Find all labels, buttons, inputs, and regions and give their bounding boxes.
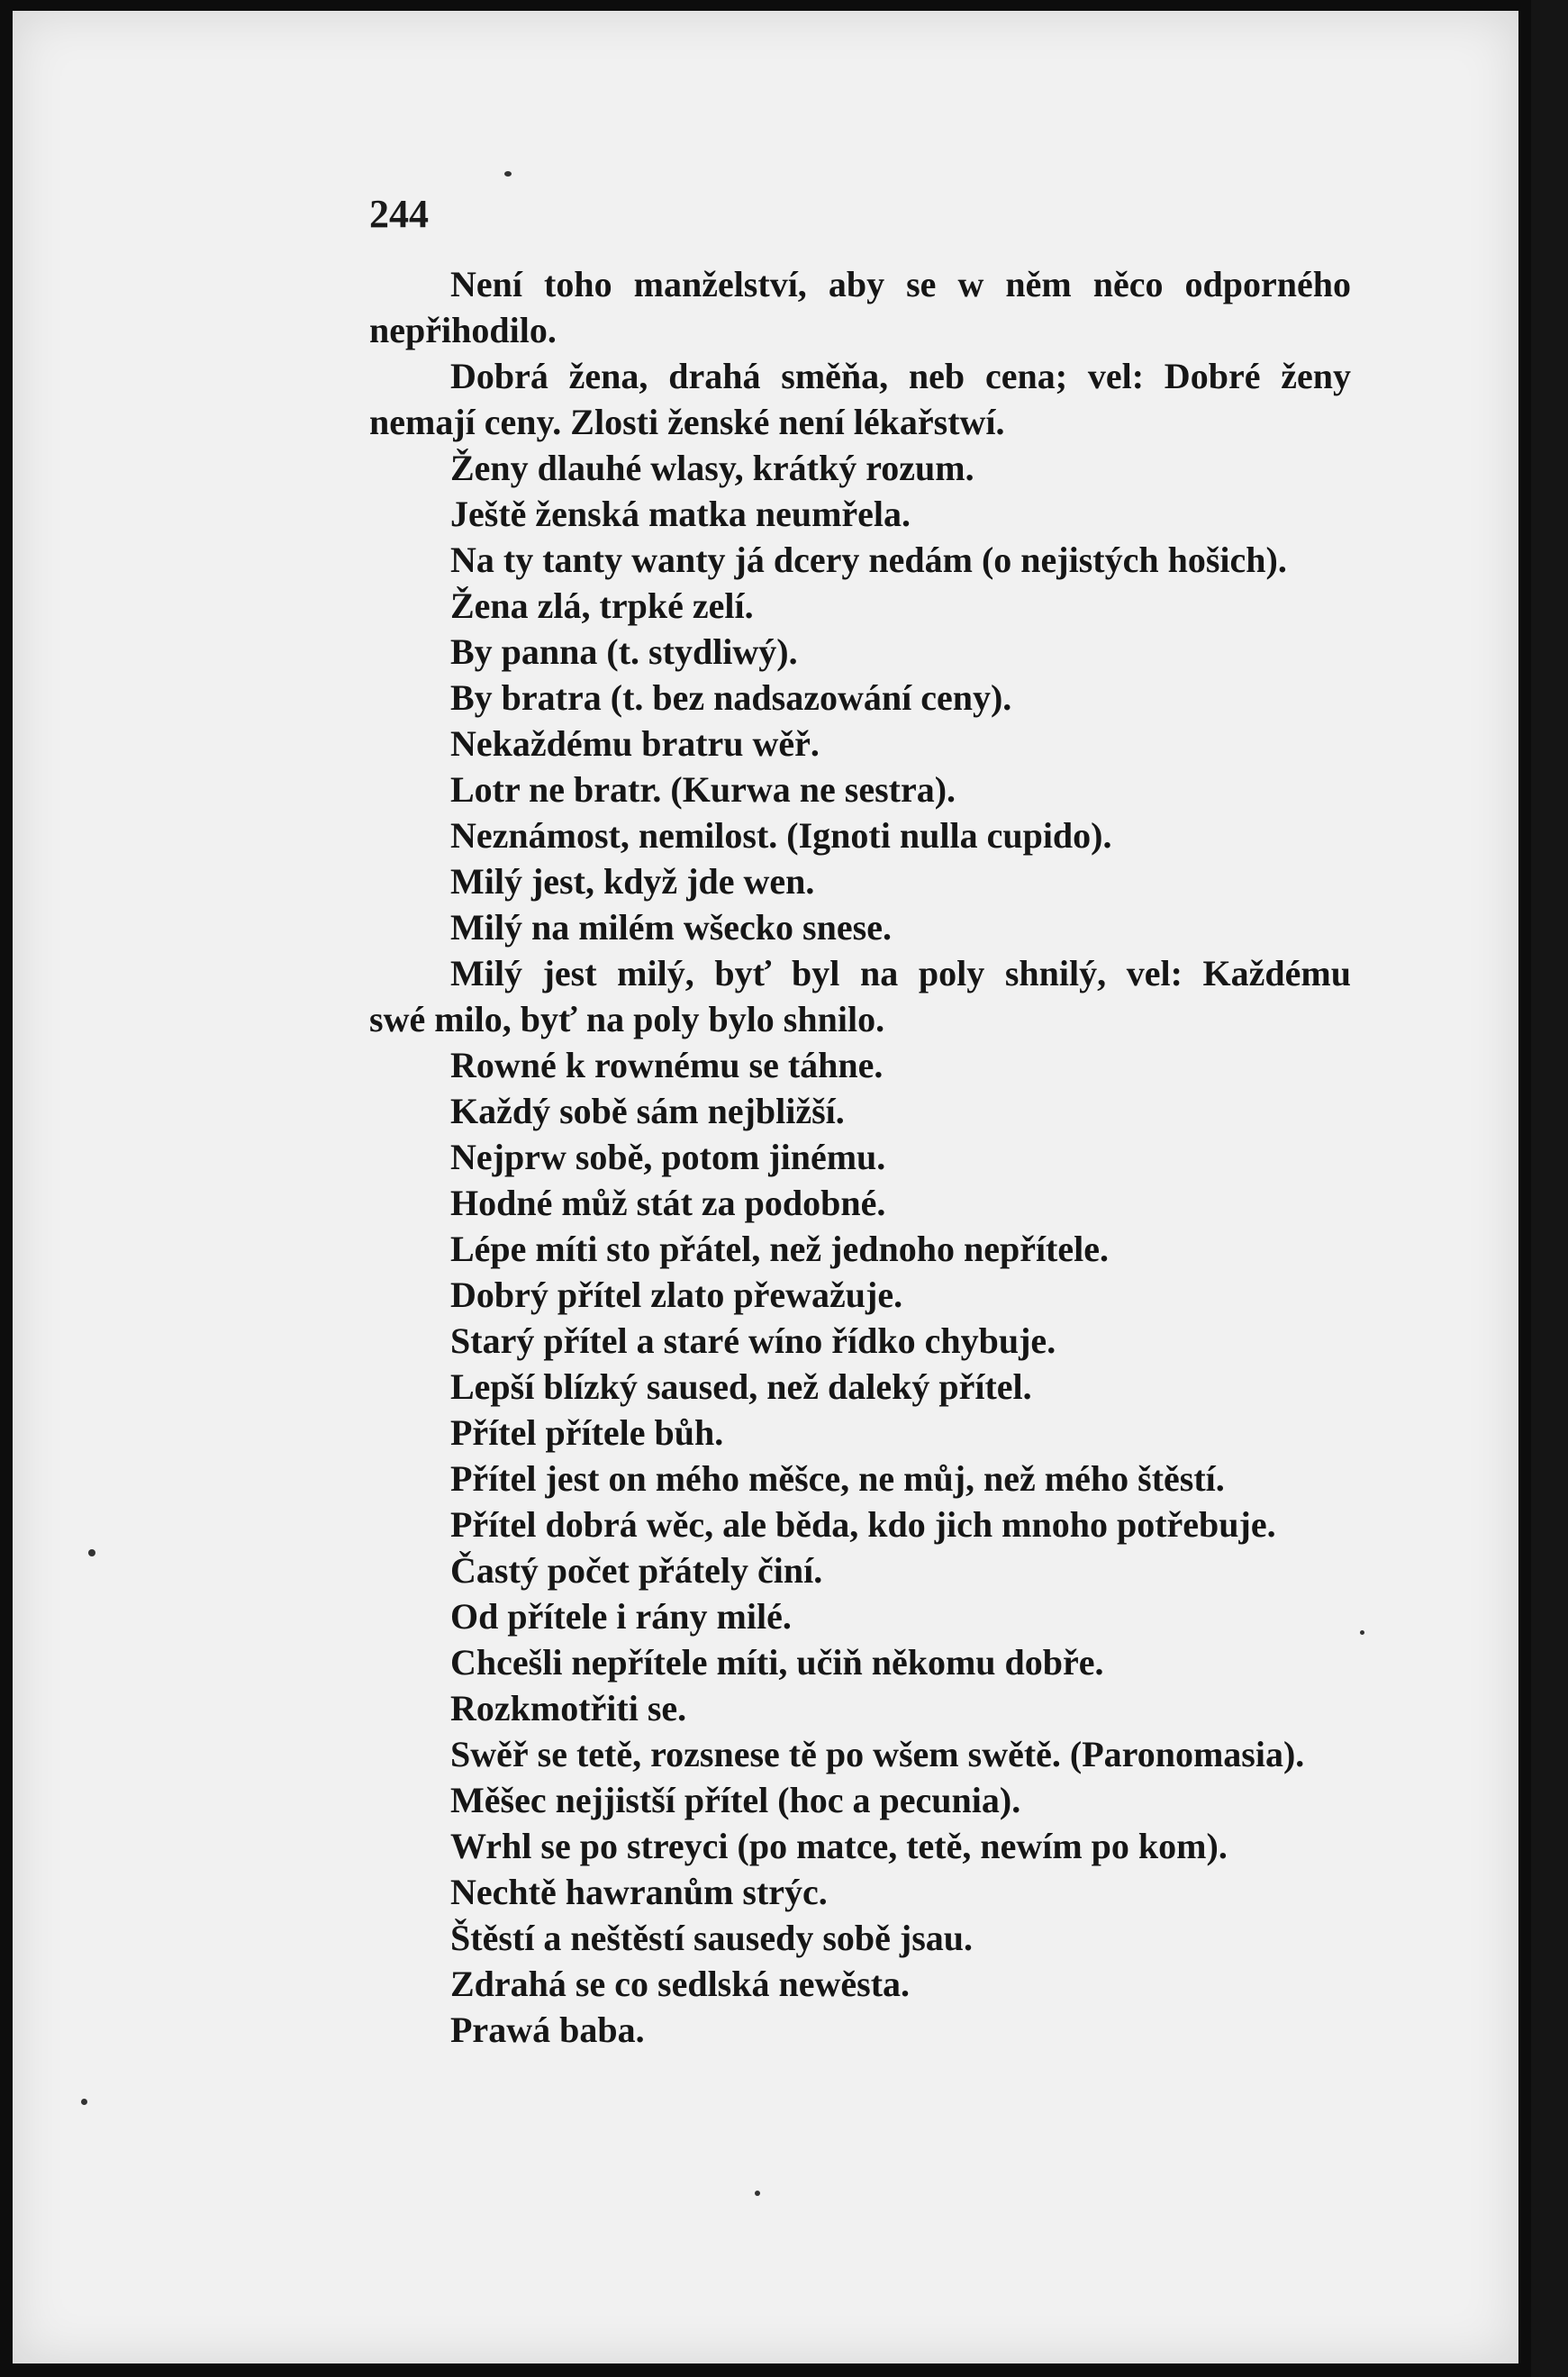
page-number: 244 [369,192,429,236]
text-line: By bratra (t. bez nadsazowání ceny). [450,677,1012,718]
text-line: Zdrahá se co sedlská newěsta. [450,1964,911,2004]
text-line: Swěř se tetě, rozsnese tě po wšem swětě. (Paronomasia). [450,1734,1305,1774]
text-line: Dobrá žena, drahá směňa, neb cena; vel: Dobré ženy [450,356,1351,396]
scan-speck [755,2191,760,2196]
text-line: Od přítele i rány milé. [450,1596,792,1637]
text-line: Ženy dlauhé wlasy, krátký rozum. [450,448,974,488]
text-line: Nejprw sobě, potom jinému. [450,1137,886,1177]
scan-speck [504,171,512,177]
text-line: By panna (t. stydliwý). [450,631,798,672]
scan-speck [81,2099,87,2105]
text-line: Lépe míti sto přátel, než jednoho nepřítele. [450,1229,1109,1269]
text-line: Prawá baba. [450,2010,645,2050]
text-line: Štěstí a neštěstí sausedy sobě jsau. [450,1918,974,1958]
text-line: Častý počet přátely činí. [450,1550,823,1591]
text-line: Ještě ženská matka neumřela. [450,494,911,534]
text-line: Nechtě hawranům strýc. [450,1872,828,1912]
text-line: Chcešli nepřítele míti, učiň někomu dobře. [450,1642,1104,1683]
text-line: nemají ceny. Zlosti ženské není lékařstwí. [369,402,1005,442]
scan-speck [1360,1630,1364,1635]
text-line: Milý jest milý, byť byl na poly shnilý, vel: Každému [450,953,1351,993]
text-line: Wrhl se po streyci (po matce, tetě, newím po kom). [450,1826,1228,1866]
text-line: Neznámost, nemilost. (Ignoti nulla cupido). [450,815,1112,856]
text-line: Rozkmotřiti se. [450,1688,687,1728]
text-line: Přítel přítele bůh. [450,1412,724,1453]
text-line: Každý sobě sám nejbližší. [450,1091,845,1131]
text-line: Milý na milém wšecko snese. [450,907,892,948]
text-line: Přítel jest on mého měšce, ne můj, než mého štěstí. [450,1458,1225,1499]
text-line: nepřihodilo. [369,310,557,350]
scan-speck [88,1549,95,1556]
text-line: Přítel dobrá wěc, ale běda, kdo jich mnoho potřebuje. [450,1504,1276,1545]
text-line: Dobrý přítel zlato přewažuje. [450,1275,903,1315]
text-line: Rowné k rownému se táhne. [450,1045,884,1085]
text-line: Lepší blízký saused, než daleký přítel. [450,1366,1032,1407]
text-line: swé milo, byť na poly bylo shnilo. [369,999,885,1039]
proverb-text-block [369,261,1351,2053]
text-line: Milý jest, když jde wen. [450,861,815,902]
text-line: Nekaždému bratru wěř. [450,723,820,764]
text-line: Na ty tanty wanty já dcery nedám (o nejistých hošich). [450,540,1287,580]
text-line: Hodné můž stát za podobné. [450,1183,886,1223]
text-line: Měšec nejjistší přítel (hoc a pecunia). [450,1780,1021,1820]
text-line: Není toho manželství, aby se w něm něco odporného [450,264,1351,304]
text-line: Lotr ne bratr. (Kurwa ne sestra). [450,769,956,810]
text-line: Žena zlá, trpké zelí. [450,585,754,626]
text-line: Starý přítel a staré wíno řídko chybuje. [450,1320,1056,1361]
adjacent-page-edge [1531,0,1568,2377]
